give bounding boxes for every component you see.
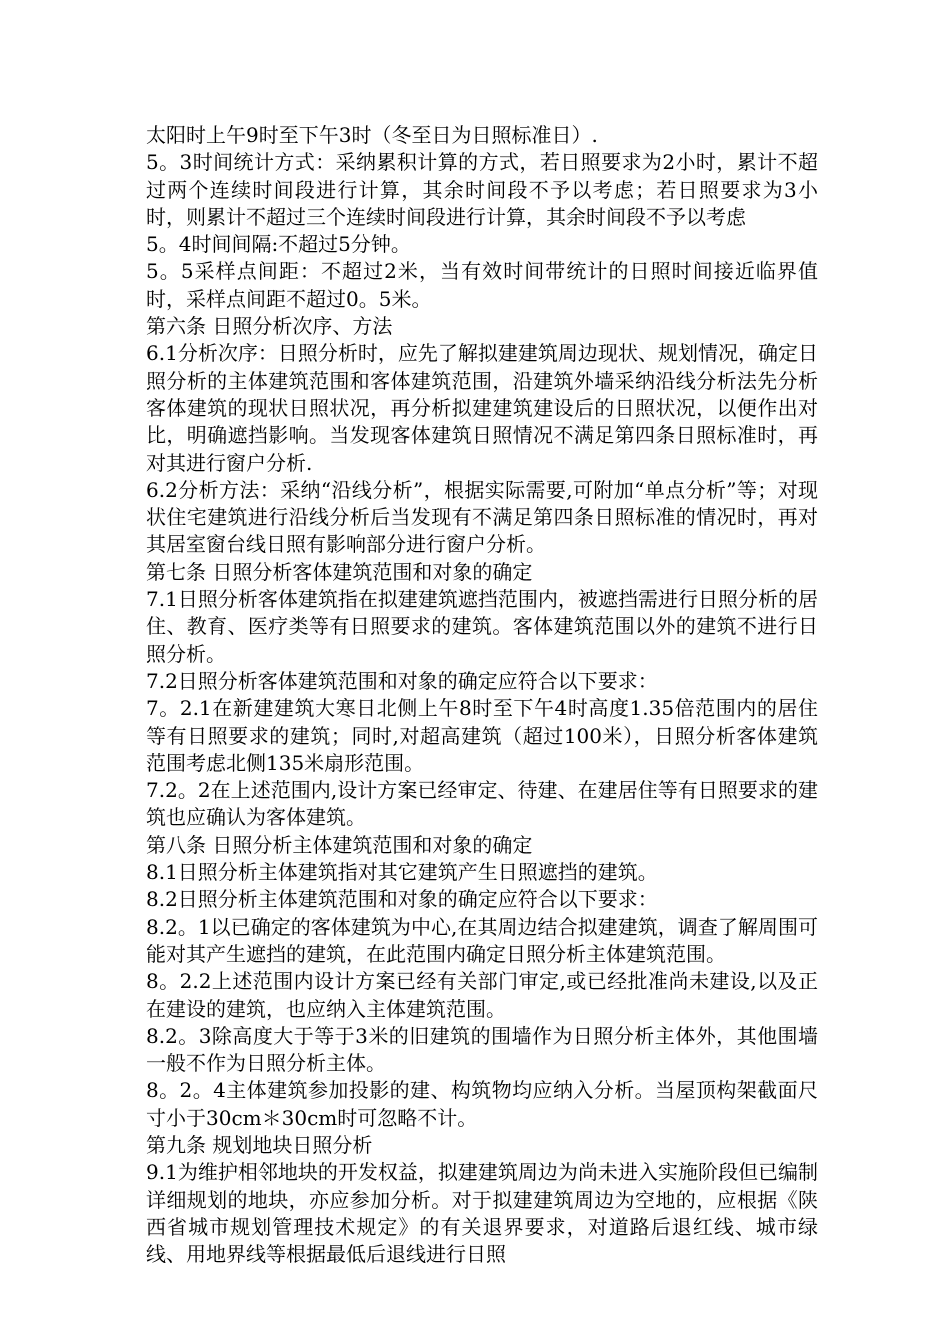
paragraph-5-5-sampling-spacing: 5。5采样点间距：不超过2米，当有效时间带统计的日照时间接近临界值时，采样点间距不超过0。5米。 xyxy=(146,259,818,311)
paragraph-9-1: 9.1为维护相邻地块的开发权益，拟建建筑周边为尚未进入实施阶段但已编制详细规划的地块，亦应参加分析。对于拟建建筑周边为空地的，应根据《陕西省城市规划管理技术规定》的有关退界要求，对道路后退红线、城市绿线、用地界线等根据最低后退线进行日照 xyxy=(146,1160,818,1267)
paragraph-sunshine-time-window: 太阳时上午9时至下午3时（冬至日为日照标准日）. xyxy=(146,123,598,147)
heading-article-8: 第八条 日照分析主体建筑范围和对象的确定 xyxy=(146,832,533,857)
paragraph-5-3-time-statistics: 5。3时间统计方式：采纳累积计算的方式，若日照要求为2小时，累计不超过两个连续时间段进行计算，其余时间段不予以考虑；若日照要求为3小时，则累计不超过三个连续时间段进行计算，其余时间段不予以考虑 xyxy=(146,150,818,229)
paragraph-6-1-analysis-order: 6.1分析次序：日照分析时，应先了解拟建建筑周边现状、规划情况，确定日照分析的主体建筑范围和客体建筑范围，沿建筑外墙采纳沿线分析法先分析客体建筑的现状日照状况，再分析拟建建筑建设后的日照状况，以便作出对比，明确遮挡影响。当发现客体建筑日照情况不满足第四条日照标准时，再对其进行窗户分析. xyxy=(146,341,818,475)
paragraph-8-2-3: 8.2。3除高度大于等于3米的旧建筑的围墙作为日照分析主体外，其他围墙一般不作为日照分析主体。 xyxy=(146,1023,818,1076)
paragraph-8-2-1: 8.2。1以已确定的客体建筑为中心,在其周边结合拟建建筑，调查了解周围可能对其产生遮挡的建筑，在此范围内确定日照分析主体建筑范围。 xyxy=(146,914,818,966)
heading-article-6: 第六条 日照分析次序、方法 xyxy=(146,314,393,339)
paragraph-8-2-4: 8。2。4主体建筑参加投影的建、构筑物均应纳入分析。当屋顶构架截面尺寸小于30cm＊30cm时可忽略不计。 xyxy=(146,1078,818,1130)
paragraph-6-2-analysis-method: 6.2分析方法：采纳“沿线分析”，根据实际需要,可附加“单点分析”等；对现状住宅建筑进行沿线分析后当发现有不满足第四条日照标准的情况时，再对其居室窗台线日照有影响部分进行窗户分析。 xyxy=(146,477,818,557)
paragraph-7-2: 7.2日照分析客体建筑范围和对象的确定应符合以下要求： xyxy=(146,668,658,693)
paragraph-8-2: 8.2日照分析主体建筑范围和对象的确定应符合以下要求： xyxy=(146,887,658,912)
heading-article-9: 第九条 规划地块日照分析 xyxy=(146,1132,373,1157)
paragraph-8-2-2: 8。2.2上述范围内设计方案已经有关部门审定,或已经批准尚未建设,以及正在建设的建筑，也应纳入主体建筑范围。 xyxy=(146,969,818,1021)
paragraph-7-2-2: 7.2。2在上述范围内,设计方案已经审定、待建、在建居住等有日照要求的建筑也应确认为客体建筑。 xyxy=(146,778,818,830)
heading-article-7: 第七条 日照分析客体建筑范围和对象的确定 xyxy=(146,559,533,584)
document-page xyxy=(146,122,818,1268)
paragraph-7-1: 7.1日照分析客体建筑指在拟建建筑遮挡范围内，被遮挡需进行日照分析的居住、教育、医疗类等有日照要求的建筑。客体建筑范围以外的建筑不进行日照分析。 xyxy=(146,587,818,666)
paragraph-5-4-time-interval: 5。4时间间隔:不超过5分钟。 xyxy=(146,232,411,257)
paragraph-7-2-1: 7。2.1在新建建筑大寒日北侧上午8时至下午4时高度1.35倍范围内的居住等有日照要求的建筑；同时,对超高建筑（超过100米），日照分析客体建筑范围考虑北侧135米扇形范围。 xyxy=(146,696,818,775)
paragraph-8-1: 8.1日照分析主体建筑指对其它建筑产生日照遮挡的建筑。 xyxy=(146,860,658,885)
